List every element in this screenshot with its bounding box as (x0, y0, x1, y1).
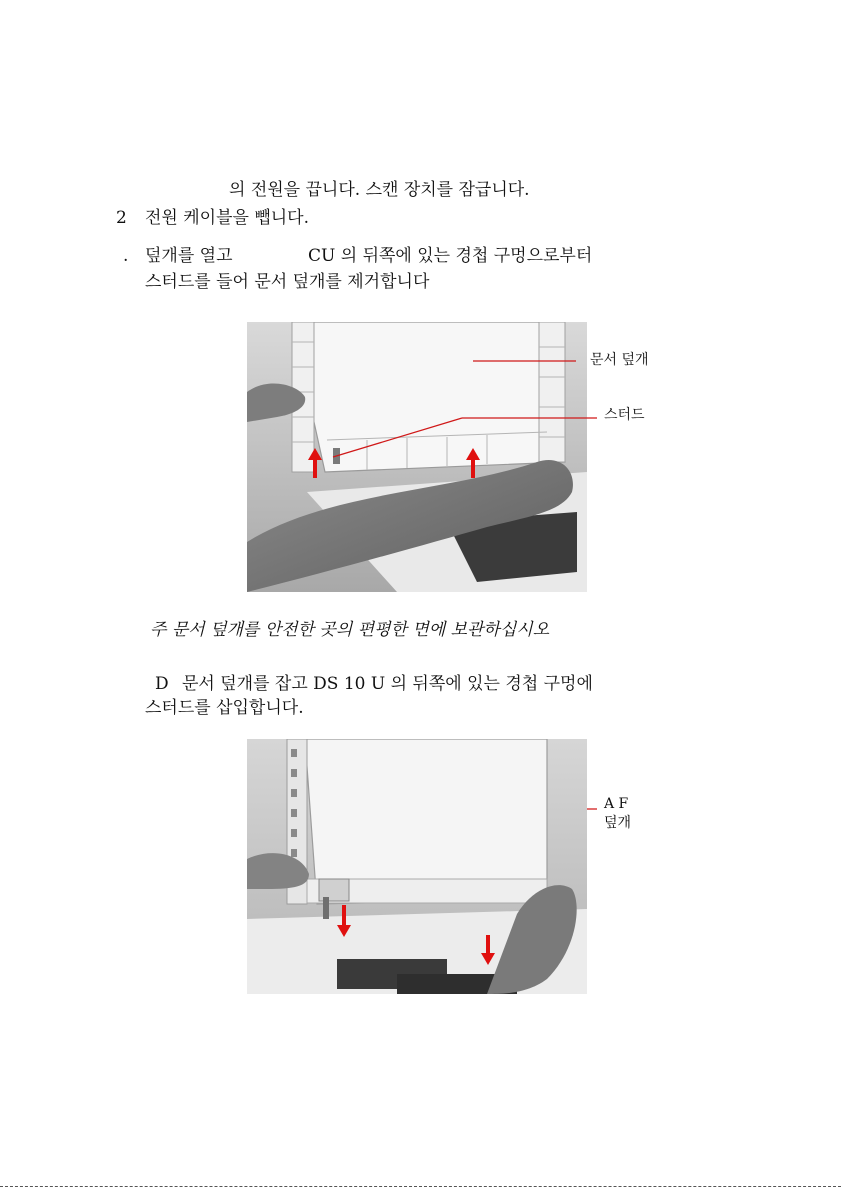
figure-remove-cover-photo (247, 322, 587, 592)
figure1-label-stud: 스터드 (604, 407, 645, 423)
step4-text-a: 문서 덮개를 잡고 DS 10 U 의 뒤쪽에 있는 경첩 구멍에 (182, 674, 593, 694)
note-text: 주 문서 덮개를 안전한 곳의 편평한 면에 보관하십시오 (150, 620, 550, 640)
step3-text-c: 스터드를 들어 문서 덮개를 제거합니다 (145, 272, 430, 292)
figure2-label-line1: A F (604, 796, 629, 812)
step4-text-b: 스터드를 삽입합니다. (145, 698, 304, 718)
step3-marker: . (123, 246, 129, 266)
figure-insert-cover-photo (247, 739, 587, 994)
step2-text: 전원 케이블을 뺍니다. (145, 208, 310, 228)
step1-text: 의 전원을 끕니다. 스캔 장치를 잠급니다. (229, 180, 530, 200)
scanner-cover-illustration (247, 322, 587, 592)
step2-number: 2 (116, 208, 127, 228)
step3-text-a: 덮개를 열고 (145, 246, 233, 266)
figure1-label-cover: 문서 덮개 (590, 352, 649, 368)
step4-marker: D (155, 674, 169, 694)
page-bottom-border (0, 1186, 841, 1187)
scanner-adf-cover-illustration (247, 739, 587, 994)
figure2-label-line2: 덮개 (604, 815, 632, 831)
step3-text-b: CU 의 뒤쪽에 있는 경첩 구멍으로부터 (308, 246, 593, 266)
